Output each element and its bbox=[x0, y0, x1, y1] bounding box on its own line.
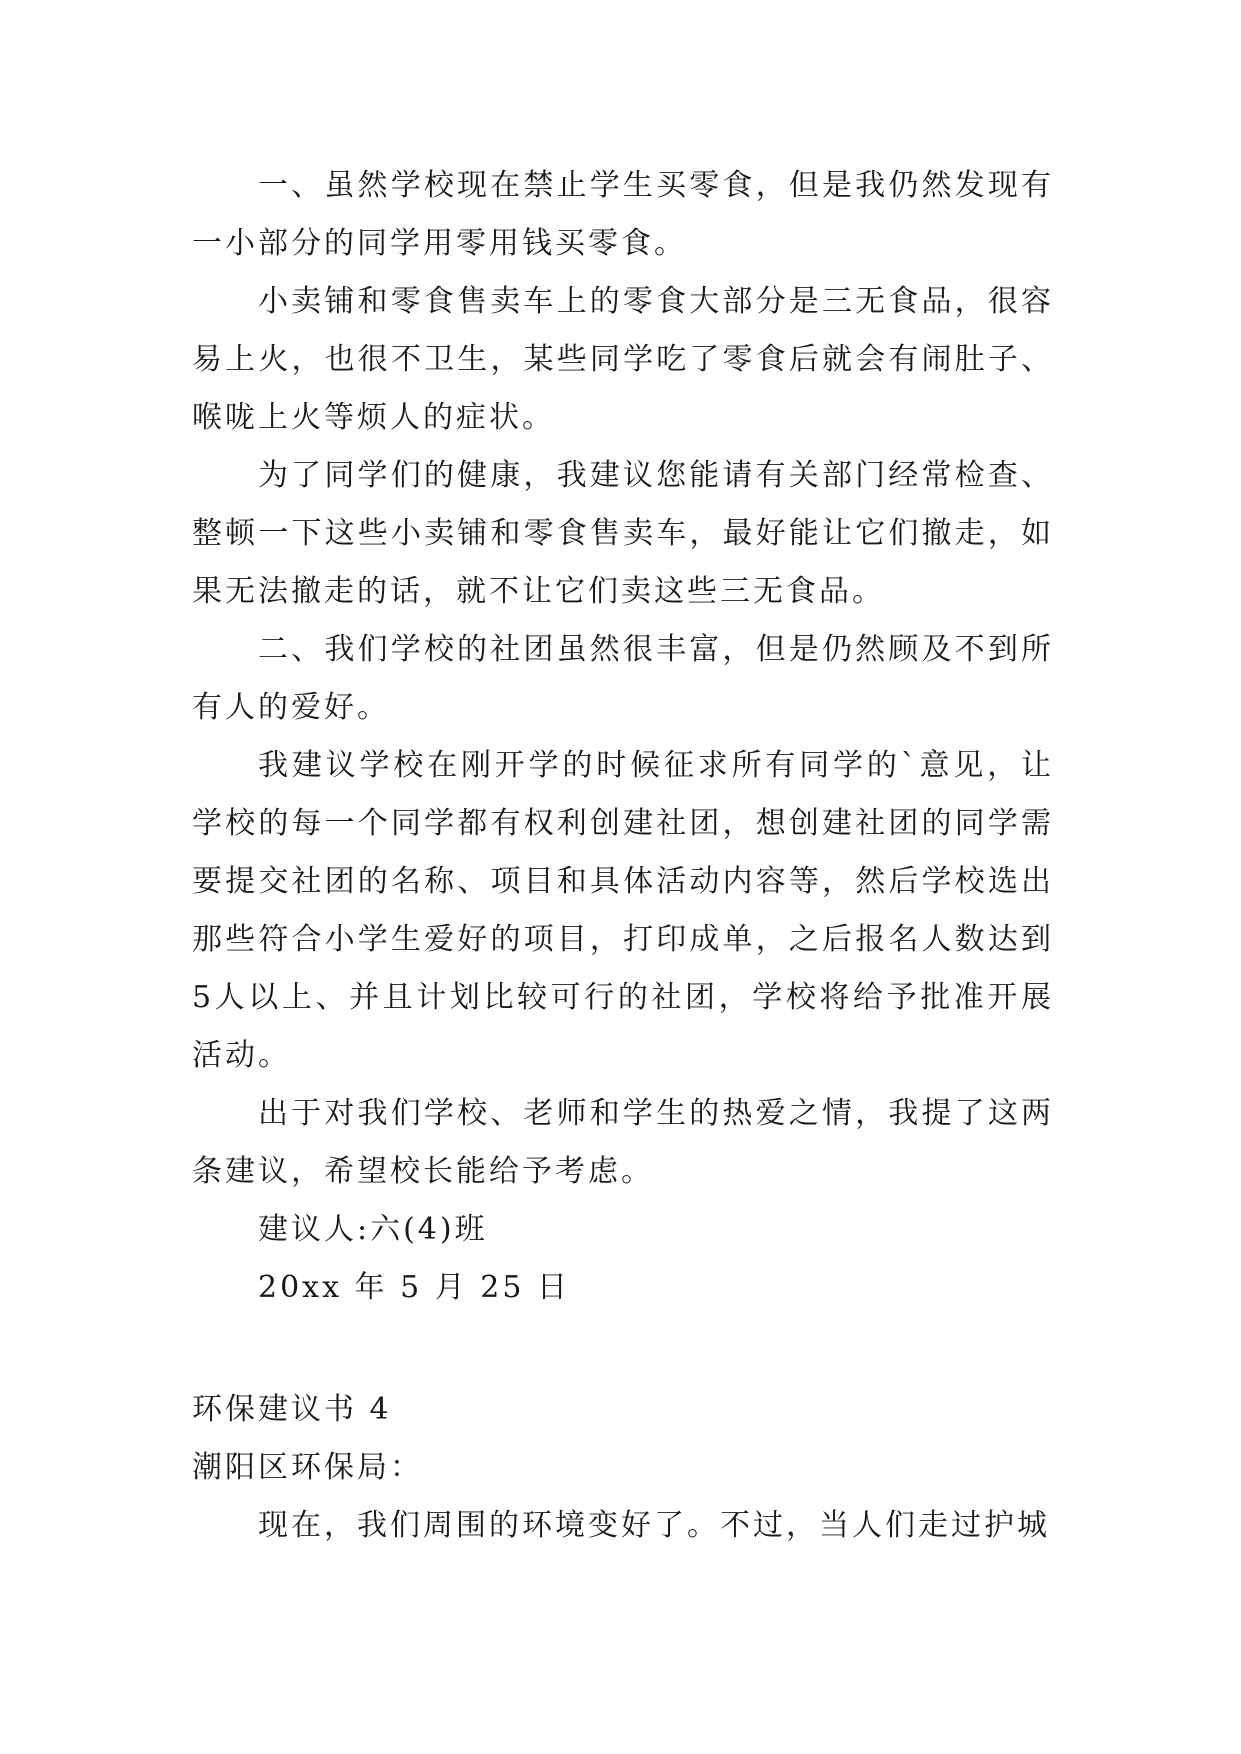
paragraph-closing: 出于对我们学校、老师和学生的热爱之情，我提了这两条建议，希望校长能给予考虑。 bbox=[192, 1096, 1054, 1189]
paragraph-club-proposal: 我建议学校在刚开学的时候征求所有同学的`意见，让学校的每一个同学都有权利创建社团，想创建社团的同学需要提交社团的名称、项目和具体活动内容等，然后学校选出那些符合小学生爱好的项目，打印成单，之后报名人数达到5人以上、并且计划比较可行的社团，学校将给予批准开展活动。 bbox=[192, 748, 1054, 1073]
paragraph-snack-problem: 小卖铺和零食售卖车上的零食大部分是三无食品，很容易上火，也很不卫生，某些同学吃了零食后就会有闹肚子、喉咙上火等烦人的症状。 bbox=[192, 284, 1054, 435]
paragraph-health-request: 为了同学们的健康，我建议您能请有关部门经常检查、整顿一下这些小卖铺和零食售卖车，最好能让它们撤走，如果无法撤走的话，就不让它们卖这些三无食品。 bbox=[192, 458, 1054, 609]
paragraph-environment-intro: 现在，我们周围的环境变好了。不过，当人们走过护城 bbox=[258, 1508, 1050, 1543]
date-line: 20xx 年 5 月 25 日 bbox=[258, 1270, 570, 1305]
paragraph-suggestion-one: 一、虽然学校现在禁止学生买零食，但是我仍然发现有一小部分的同学用零用钱买零食。 bbox=[192, 168, 1054, 261]
document-body bbox=[192, 157, 1054, 1555]
paragraph-suggestion-two: 二、我们学校的社团虽然很丰富，但是仍然顾及不到所有人的爱好。 bbox=[192, 632, 1054, 725]
recipient-line: 潮阳区环保局： bbox=[192, 1450, 423, 1485]
section-title: 环保建议书 4 bbox=[192, 1392, 392, 1427]
signer-line: 建议人:六(4)班 bbox=[258, 1212, 488, 1247]
section-spacer bbox=[192, 1317, 1054, 1381]
